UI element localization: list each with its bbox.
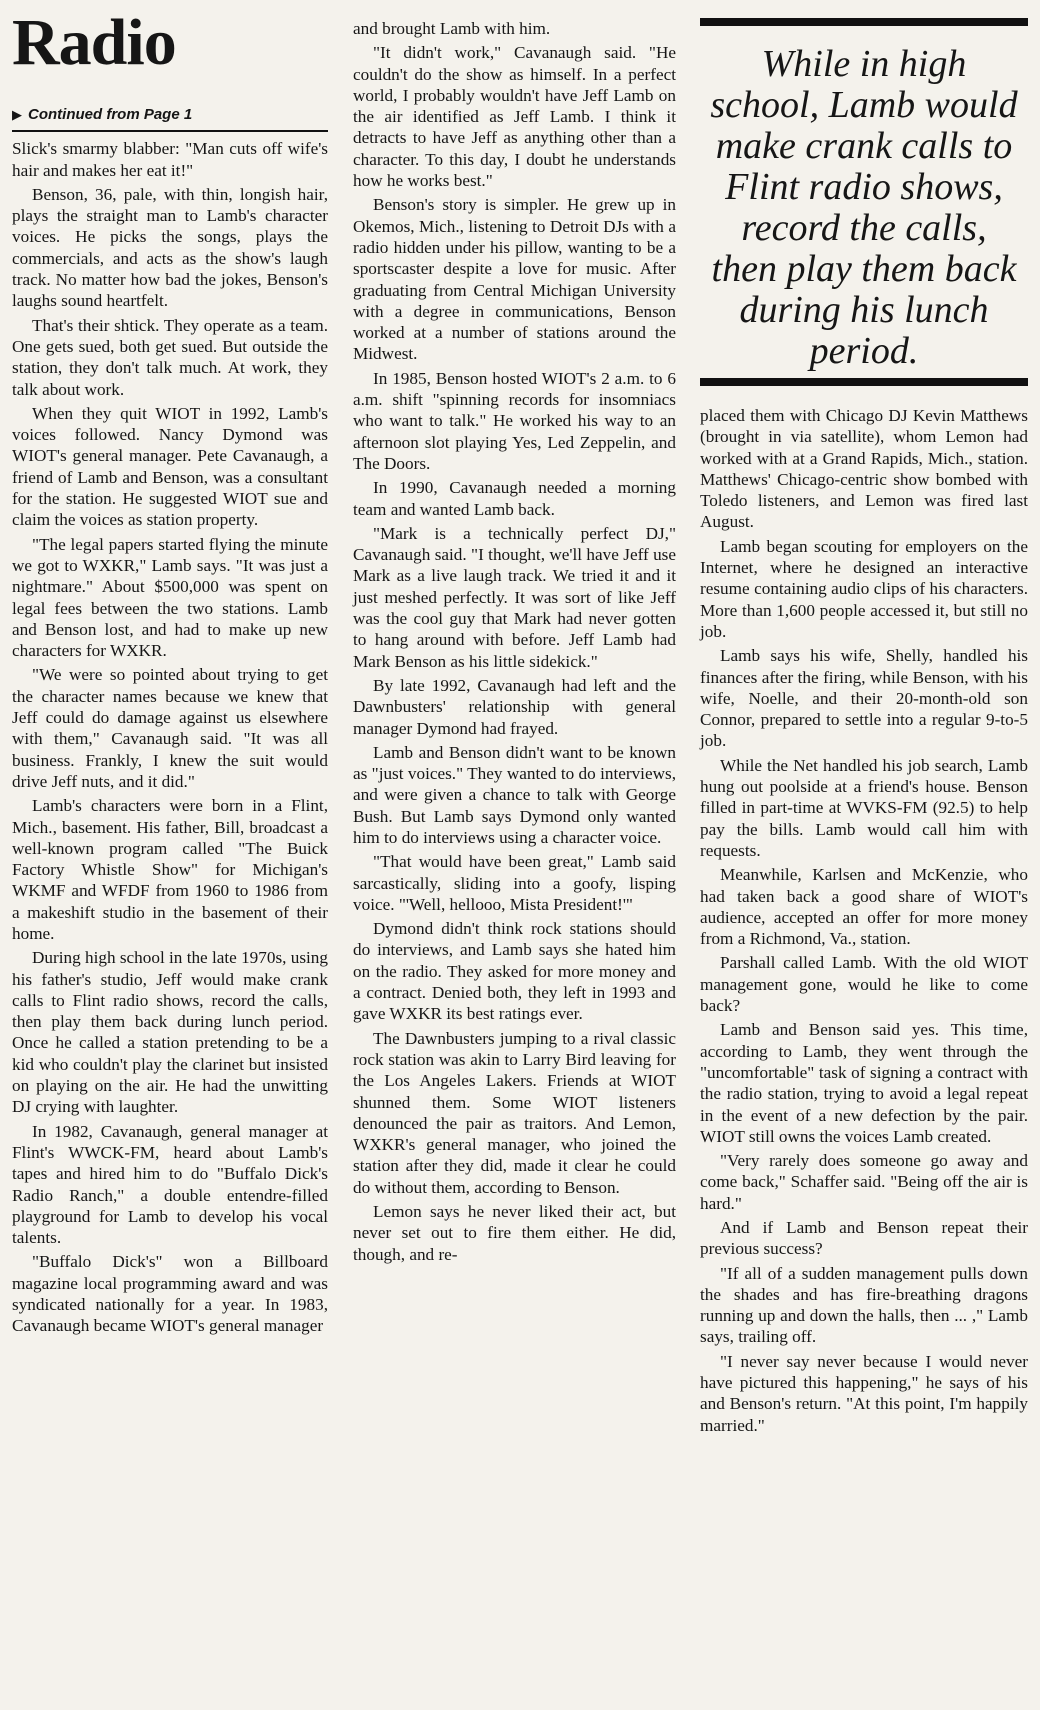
headline: Radio — [12, 6, 176, 79]
arrow-right-icon: ▶ — [12, 107, 22, 122]
paragraph: "The legal papers started flying the minute we got to WXKR," Lamb says. "It was just a nightmare." About $500,000 was spent on legal fees between the two stations. Lamb and Benson lost, and had to make up new characters for WXKR. — [12, 534, 328, 661]
pull-quote-bottom-rule — [700, 378, 1028, 386]
paragraph: "Buffalo Dick's" won a Billboard magazine local programming award and was syndicated nationally for a year. In 1983, Cavanaugh became WIOT's general manager — [12, 1252, 328, 1336]
paragraph: Lamb says his wife, Shelly, handled his finances after the firing, while Benson, with his wife, Noelle, and their 20-month-old son Connor, prepared to settle into a regular 9-to-5 job. — [700, 646, 1028, 751]
paragraph: That's their shtick. They operate as a team. One gets sued, both get sued. But outside the station, they don't talk much. At work, they talk about work. — [12, 315, 328, 399]
paragraph: Dymond didn't think rock stations should do interviews, and Lamb says she hated him on the radio. They asked for more money and a contract. Denied both, they left in 1993 and gave WXKR its best ratings ever. — [353, 919, 676, 1024]
column-2 — [353, 18, 676, 1710]
column-3-body — [700, 405, 1028, 1439]
paragraph: While the Net handled his job search, Lamb hung out poolside at a friend's house. Benson filled in part-time at WVKS-FM (92.5) to help pay the bills. Lamb would call him with requests. — [700, 755, 1028, 860]
column-1 — [12, 0, 328, 1710]
paragraph: "I never say never because I would never have pictured this happening," he says of his and Benson's return. "At this point, I'm happily married." — [700, 1351, 1028, 1435]
paragraph: Slick's smarmy blabber: "Man cuts off wife's hair and makes her eat it!" — [12, 139, 328, 180]
paragraph: Lamb began scouting for employers on the Internet, where he designed an interactive resume containing audio clips of his characters. More than 1,600 people accessed it, but still no job. — [700, 536, 1028, 641]
pull-quote: While in high school, Lamb would make crank calls to Flint radio shows, record the calls, then play them back during his lunch period. — [710, 43, 1018, 372]
pull-quote-top-rule — [700, 18, 1028, 26]
paragraph: In 1990, Cavanaugh needed a morning team and wanted Lamb back. — [353, 478, 676, 519]
paragraph: "If all of a sudden management pulls down the shades and has fire-breathing dragons running up and down the halls, then ... ," Lamb says, trailing off. — [700, 1263, 1028, 1347]
paragraph: Lamb and Benson didn't want to be known as "just voices." They wanted to do interviews, and were given a chance to talk with George Bush. But Lamb says Dymond only wanted him to do interviews using a character voice. — [353, 742, 676, 847]
paragraph: Benson's story is simpler. He grew up in Okemos, Mich., listening to Detroit DJs with a radio hidden under his pillow, wanting to be a sportscaster despite a love for music. After graduating from Central Michigan University with a degree in communications, Benson worked at a number of stations around the Midwest. — [353, 195, 676, 364]
column-3 — [700, 0, 1028, 1710]
paragraph: "Mark is a technically perfect DJ," Cavanaugh said. "I thought, we'll have Jeff use Mark as a live laugh track. We tried it and it just meshed perfectly. It was sort of like Jeff was the cool guy that Mark had never gotten to hang around with before. Jeff Lamb had Mark Benson as his little sidekick." — [353, 523, 676, 671]
paragraph: In 1982, Cavanaugh, general manager at Flint's WWCK-FM, heard about Lamb's tapes and hired him to do "Buffalo Dick's Radio Ranch," a double entendre-filled playground for Lamb to develop his vocal talents. — [12, 1121, 328, 1248]
paragraph: When they quit WIOT in 1992, Lamb's voices followed. Nancy Dymond was WIOT's general manager. Pete Cavanaugh, a friend of Lamb and Benson, was a consultant for the station. He suggested WIOT sue and claim the voices as station property. — [12, 403, 328, 530]
paragraph: "It didn't work," Cavanaugh said. "He couldn't do the show as himself. In a perfect world, I probably wouldn't have Jeff Lamb on the air identified as Jeff Lamb. I think it detracts to have Jeff as anything other than a character. To this day, I doubt he understands how he works best." — [353, 43, 676, 191]
paragraph: The Dawnbusters jumping to a rival classic rock station was akin to Larry Bird leaving for the Los Angeles Lakers. Friends at WIOT shunned them. Some WIOT listeners denounced the pair as traitors. And Lemon, WXKR's general manager, who joined the station after they did, made it clear he could do without them, according to Benson. — [353, 1028, 676, 1197]
continued-label: Continued from Page 1 — [28, 106, 193, 123]
paragraph: In 1985, Benson hosted WIOT's 2 a.m. to 6 a.m. shift "spinning records for insomniacs who want to talk." He worked his way to an afternoon slot playing Yes, Led Zeppelin, and The Doors. — [353, 368, 676, 473]
paragraph: "That would have been great," Lamb said sarcastically, sliding into a goofy, lisping voice. "'Well, hellooo, Mista President!'" — [353, 852, 676, 914]
paragraph: Lamb's characters were born in a Flint, Mich., basement. His father, Bill, broadcast a well-known program called "The Buick Factory Whistle Show" for Michigan's WKMF and WFDF from 1960 to 1986 from a makeshift studio in the basement of their home. — [12, 796, 328, 943]
continued-line — [12, 104, 328, 132]
paragraph: During high school in the late 1970s, using his father's studio, Jeff would make crank calls to Flint radio shows, record the calls, then play them back during lunch period. Once he called a station pretending to be a kid who couldn't play the clarinet but insisted on playing on the air. He had the unwitting DJ crying with laughter. — [12, 948, 328, 1117]
paragraph: Lemon says he never liked their act, but never set out to fire them either. He did, though, and re- — [353, 1202, 676, 1264]
paragraph: And if Lamb and Benson repeat their previous success? — [700, 1217, 1028, 1259]
paragraph: and brought Lamb with him. — [353, 19, 551, 38]
paragraph: Parshall called Lamb. With the old WIOT management gone, would he like to come back? — [700, 953, 1028, 1016]
paragraph: Meanwhile, Karlsen and McKenzie, who had taken back a good share of WIOT's audience, accepted an offer for more money from a Richmond, Va., station. — [700, 865, 1028, 949]
paragraph: Lamb and Benson said yes. This time, according to Lamb, they went through the "uncomfortable" task of signing a contract with the radio station, trying to avoid a legal repeat in the event of a new defection by the pair. WIOT still owns the voices Lamb created. — [700, 1020, 1028, 1146]
paragraph: Benson, 36, pale, with thin, longish hair, plays the straight man to Lamb's character voices. He picks the songs, plays the commercials, and acts as the show's laugh track. No matter how bad the jokes, Benson's laughs sound heartfelt. — [12, 184, 328, 311]
paragraph: "Very rarely does someone go away and come back," Schaffer said. "Being off the air is hard." — [700, 1151, 1028, 1213]
paragraph: placed them with Chicago DJ Kevin Matthews (brought in via satellite), whom Lemon had worked with at a Grand Rapids, Mich., station. Matthews' Chicago-centric show bombed with Toledo listeners, and Lemon was fired last August. — [700, 406, 1028, 532]
paragraph: By late 1992, Cavanaugh had left and the Dawnbusters' relationship with general manager Dymond had frayed. — [353, 675, 676, 738]
paragraph: "We were so pointed about trying to get the character names because we knew that Jeff could do damage against us elsewhere with them," Cavanaugh said. "It was all business. Frankly, I knew the suit would drive Jeff nuts, and it did." — [12, 665, 328, 791]
